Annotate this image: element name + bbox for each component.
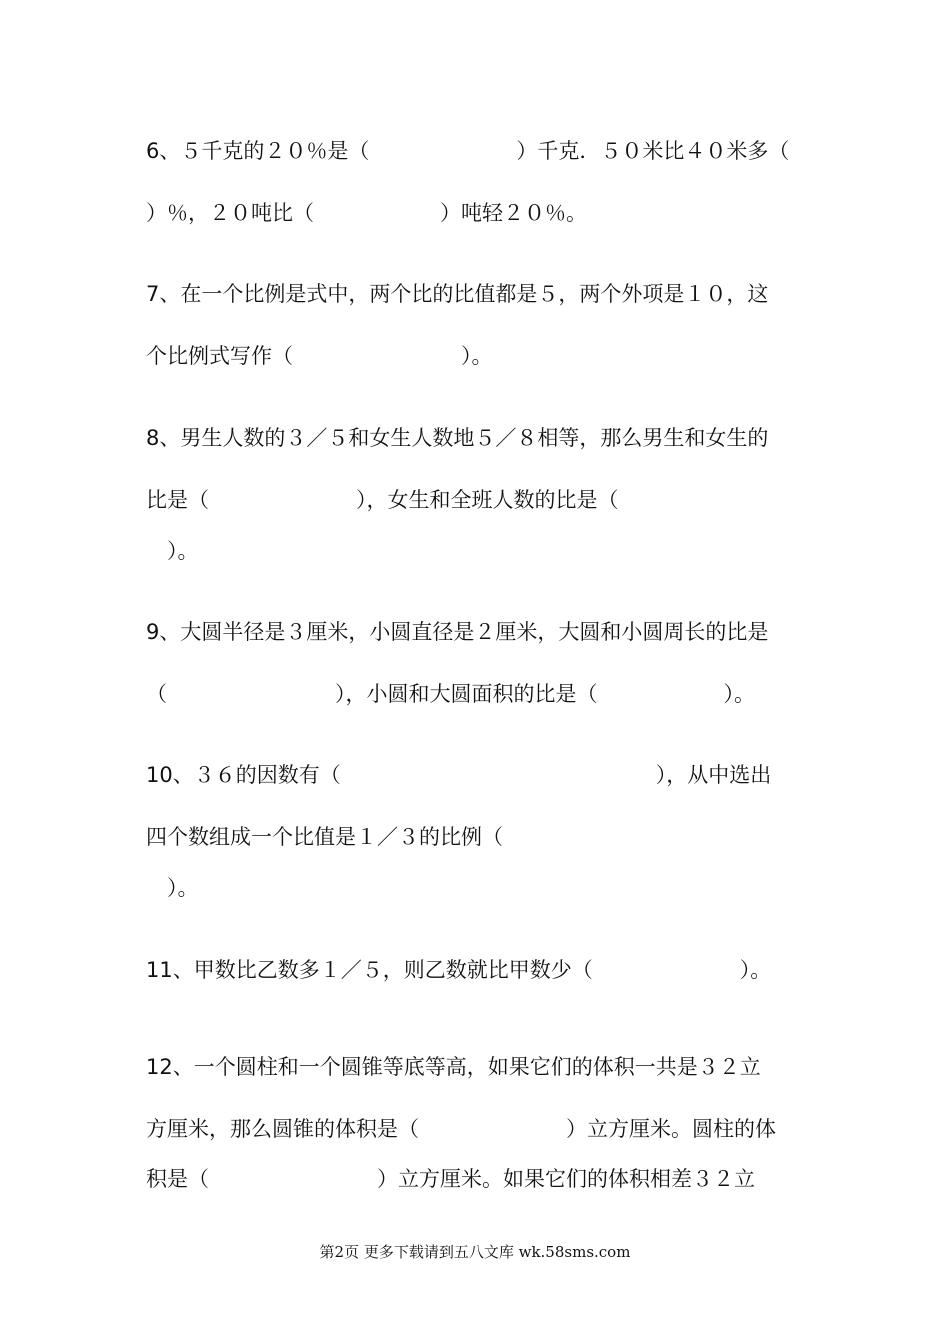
question-11-line-1: 11、甲数比乙数多１／５，则乙数就比甲数少（ ）。 <box>146 958 772 982</box>
question-8-line-2: 比是（ ），女生和全班人数的比是（ <box>146 488 619 512</box>
question-8-line-1: 8、男生人数的３／５和女生人数地５／８相等，那么男生和女生的 <box>146 426 769 450</box>
question-7-line-1: 7、在一个比例是式中，两个比的比值都是５，两个外项是１０，这 <box>146 282 769 306</box>
question-10-line-3: ）。 <box>146 876 199 900</box>
question-10-line-1: 10、３６的因数有（ ），从中选出 <box>146 763 772 787</box>
question-12-line-3: 积是（ ）立方厘米。如果它们的体积相差３２立 <box>146 1167 755 1191</box>
question-9-line-2: （ ），小圆和大圆面积的比是（ ）。 <box>146 682 755 706</box>
question-12-line-1: 12、一个圆柱和一个圆锥等底等高，如果它们的体积一共是３２立 <box>146 1055 761 1079</box>
question-10-line-2: 四个数组成一个比值是１／３的比例（ <box>146 825 503 849</box>
question-7-line-2: 个比例式写作（ ）。 <box>146 344 493 368</box>
question-8-line-3: ）。 <box>146 539 199 563</box>
question-6-line-2: ）％，２０吨比（ ）吨轻２０％。 <box>146 201 587 225</box>
question-12-line-2: 方厘米，那么圆锥的体积是（ ）立方厘米。圆柱的体 <box>146 1117 776 1141</box>
page-footer: 第2页 更多下载请到五八文库 wk.58sms.com <box>319 1243 631 1261</box>
question-6-line-1: 6、５千克的２０％是（ ）千克．５０米比４０米多（ <box>146 139 790 163</box>
question-9-line-1: 9、大圆半径是３厘米，小圆直径是２厘米，大圆和小圆周长的比是 <box>146 620 769 644</box>
